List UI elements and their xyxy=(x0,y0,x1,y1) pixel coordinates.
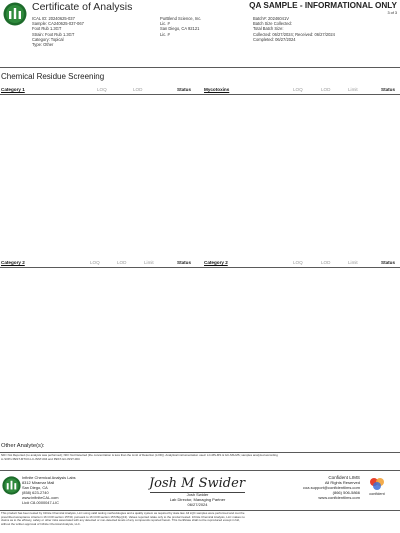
notes xyxy=(1,454,399,461)
loq-header: LOQ xyxy=(293,87,303,92)
completed-date: Completed: 06/27/2024 xyxy=(253,36,296,42)
notes-line: to SOPs PEST-MTCO-LC-INST-004 and PEST-GC-INST-003. xyxy=(1,456,81,461)
product-name: Foot Rub 1.3GT xyxy=(32,26,62,32)
page-number: 3 of 3 xyxy=(387,11,397,15)
status-header: Status xyxy=(177,87,192,92)
client-city: San Diego, CA 92121 xyxy=(160,26,200,32)
section-title: Chemical Residue Screening xyxy=(1,72,105,81)
sample-id: Sample: CA240625-037-067 xyxy=(32,21,84,27)
status-header: Status xyxy=(381,87,396,92)
mycotoxins-header: Mycotoxins xyxy=(204,87,230,92)
lab-city: San Diego, CA xyxy=(22,485,48,491)
confident-name: Confident LIMS xyxy=(328,475,360,480)
collected-received: Collected: 06/27/2024; Received: 06/27/2024 xyxy=(253,31,335,37)
lab-license: Lic# C8-0000047-LIC xyxy=(22,500,59,506)
loq-header: LOQ xyxy=(90,260,100,265)
disclaimer-line: without the written approval of Infinite Chemical Analysis, LLC. xyxy=(1,521,81,526)
lab-phone: (858) 623-2740 xyxy=(22,490,49,496)
confident-info xyxy=(303,475,360,500)
disclaimer-line: This product has been tested by Infinite Chemical Analysis, LLC using valid testing methodologies and a quality system as required by state law. All LQC samples were performed and met the xyxy=(1,511,245,515)
signer-name: Josh Swider xyxy=(186,492,209,497)
limit-header: Limit xyxy=(348,87,358,92)
category: Category: Topical xyxy=(32,36,64,42)
disclaimer xyxy=(1,512,399,526)
disclaimer-line: prescribed acceptance criteria in 16 CCR section 15730, pursuant to 16 CCR section 15726(e)(13). Values reported relate only to the product tested. Infinite Chemical Analysis, LLC makes no xyxy=(1,514,245,519)
notes-line: ND= Not Reported (no analysis was performed); ND= Not Detected (the concentration is less than the Limit of Detection (LOD)). Analytical instrumentation used: LC-MS-MS & GC-MS-MS; samples analyzed according xyxy=(1,453,278,457)
signature-image xyxy=(148,472,246,492)
other-analytes-label: Other Analyte(s): xyxy=(1,443,45,449)
lab-address xyxy=(22,475,76,506)
client-license-2: Lic. # xyxy=(160,31,170,37)
ical-id: ICAL ID: 20240625-037 xyxy=(32,16,75,21)
confident-website: www.confidentlims.com xyxy=(318,495,360,501)
lab-name: Infinite Chemical Analysis Labs xyxy=(22,475,76,480)
confident-logo-icon xyxy=(366,476,388,492)
batch-info xyxy=(253,16,335,42)
lod-header: LOD xyxy=(321,87,331,92)
strain: Strain: Foot Rub 1.3GT xyxy=(32,31,75,37)
batch-number: Batch#: 20246041V xyxy=(253,16,289,21)
lod-header: LOD xyxy=(117,260,127,265)
document-title: Certificate of Analysis xyxy=(32,1,133,13)
loq-header: LOQ xyxy=(97,87,107,92)
lod-header: LOD xyxy=(133,87,143,92)
category-2-header: Category 2 xyxy=(1,260,25,265)
qa-sample-title: QA SAMPLE - INFORMATIONAL ONLY xyxy=(249,1,397,10)
lab-website: www.infiniteCAL.com xyxy=(22,495,59,501)
batch-size-collected: Batch Size Collected: xyxy=(253,21,292,27)
category-2-header-right: Category 2 xyxy=(204,260,228,265)
disclaimer-line: claims as to the efficacy, safety or other risks associated with any detected or non-detected levels of any compounds reported herein. This Certificate shall not be reproduced except in full, xyxy=(1,518,240,522)
confident-email: coa.support@confidentlims.com xyxy=(303,485,360,491)
lab-logo xyxy=(2,476,21,495)
signature-script: Josh M Swider xyxy=(148,476,246,491)
loq-header: LOQ xyxy=(293,260,303,265)
limit-header: Limit xyxy=(348,260,358,265)
lod-header: LOD xyxy=(321,260,331,265)
lab-street: 8312 Miramar Mall xyxy=(22,480,55,486)
sample-info xyxy=(32,16,84,47)
confident-logo-text: confident xyxy=(369,492,385,496)
status-header: Status xyxy=(177,260,192,265)
client-license: Lic. # xyxy=(160,21,170,27)
category-1-header: Category 1 xyxy=(1,87,25,92)
confident-rights: All Rights Reserved xyxy=(324,480,360,486)
header-divider xyxy=(0,67,400,68)
type: Type: Other xyxy=(32,42,54,48)
limit-header: Limit xyxy=(144,260,154,265)
footer-divider xyxy=(0,470,400,471)
lab-logo xyxy=(3,2,27,26)
signer-role: Lab Director, Managing Partner xyxy=(169,497,226,502)
client-info xyxy=(160,16,201,37)
status-header: Status xyxy=(381,260,396,265)
signed-date: 06/27/2024 xyxy=(187,502,208,507)
total-batch-size: Total Batch Size: xyxy=(253,26,284,32)
confident-phone: (866) 506-5866 xyxy=(332,490,360,496)
client-name: PurBlend Science, Inc. xyxy=(160,16,202,21)
